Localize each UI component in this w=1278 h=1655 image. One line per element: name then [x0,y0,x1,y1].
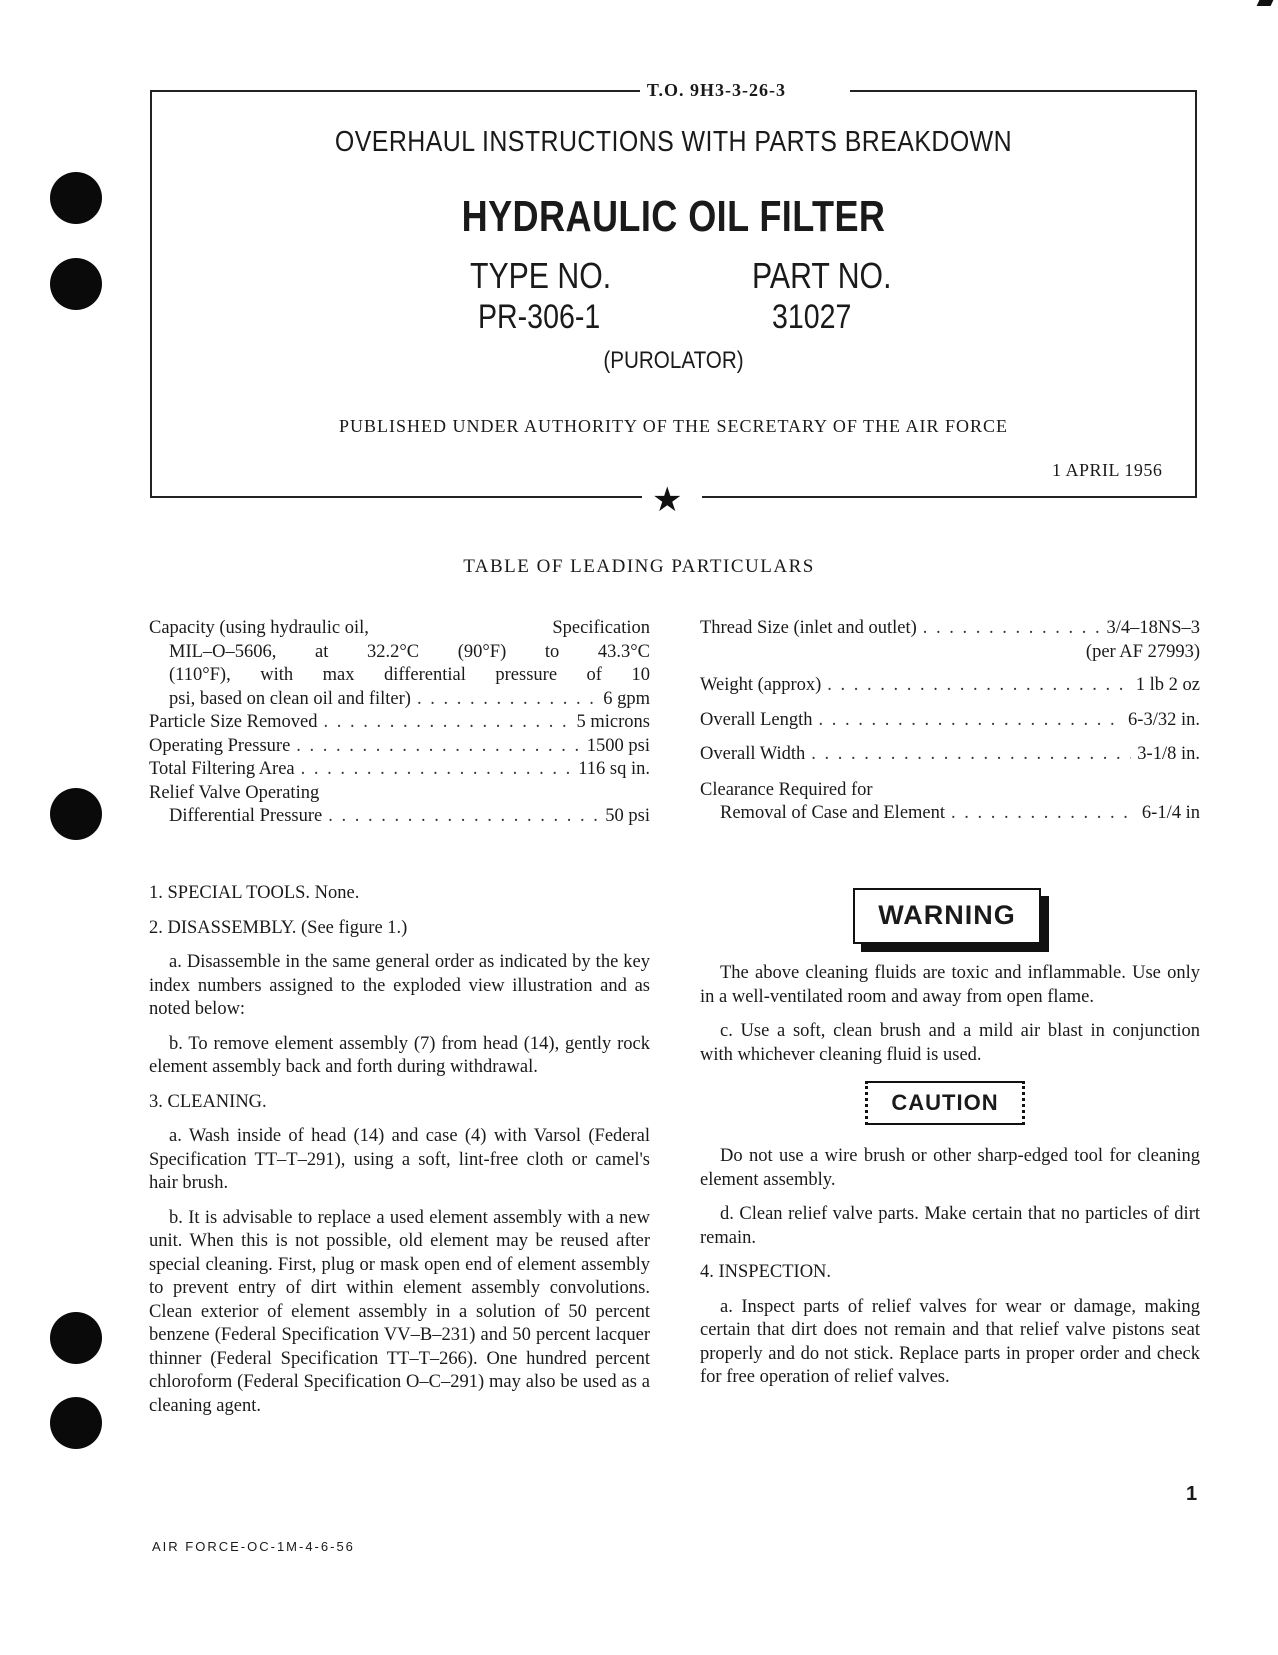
binder-hole [50,258,102,310]
width-label: Overall Width [700,744,806,764]
publication-date: 1 APRIL 1956 [1052,460,1163,480]
warning-box [853,888,1041,944]
weight-value: 1 lb 2 oz [1135,675,1200,695]
manufacturer: (PUROLATOR) [603,347,744,374]
corner-mark [1257,0,1274,6]
leader-dots [819,709,1123,733]
print-code: AIR FORCE-OC-1M-4-6-56 [152,1539,355,1554]
operating-value: 1500 psi [586,735,650,756]
star-icon: ★ [652,482,683,519]
part-value: 31027 [772,298,852,336]
particulars-heading: TABLE OF LEADING PARTICULARS [463,556,815,577]
capacity-text: Capacity (using hydraulic oil, [149,618,369,638]
part-label: PART NO. [752,255,892,296]
clearance-value: 6-1/4 in [1141,803,1200,823]
capacity-row [149,688,650,712]
document-title: HYDRAULIC OIL FILTER [461,192,886,241]
caution-box [865,1081,1025,1125]
type-label: TYPE NO. [470,255,612,296]
clearance-row [700,802,1200,826]
relief-label: Relief Valve Operating [149,782,320,803]
leader-dots [811,743,1131,767]
leader-dots [923,617,1101,641]
capacity-value: 6 gpm [603,688,650,709]
length-label: Overall Length [700,709,813,730]
capacity-text: MIL–O–5606, at 32.2°C (90°F) to 43.3°C [169,641,650,662]
section-heading: 1. SPECIAL TOOLS. None. [149,883,360,903]
to-number: T.O. 9H3-3-26-3 [646,80,786,100]
paragraph: a. Wash inside of head (14) and case (4) with Varsol (Federal Specification TT–T–291), using a soft, lint-free cloth or camel's hair brush. [149,1126,650,1193]
leader-dots [328,805,599,829]
relief-row [149,805,650,829]
body-left-column [149,882,650,1429]
paragraph: b. It is advisable to replace a used element assembly with a new unit. When this is not possible, old element may be reused after special cleaning. First, plug or mask open end of element assembly to prevent entry of dirt within element assembly convolutions. Clean exterior of element assembly in a solution of 50 percent benzene (Federal Specification VV–B–231) and 50 percent lacquer thinner (Federal Specification TT–T–266). One hundred percent chloroform (Federal Specification O–C–291) may also be used as a cleaning agent. [149,1207,650,1416]
warning-label: WARNING [878,900,1016,931]
clearance-label: Clearance Required for [700,779,873,800]
paragraph: a. Disassemble in the same general order as indicated by the key index numbers assigned to the exploded view illustration and as noted below: [149,952,650,1019]
leader-dots [827,674,1129,698]
paragraph: d. Clean relief valve parts. Make certain that no particles of dirt remain. [700,1204,1200,1248]
binder-hole [50,172,102,224]
capacity-text: Specification [552,618,650,638]
leader-dots [417,688,597,712]
paragraph: b. To remove element assembly (7) from head (14), gently rock element assembly back and forth during withdrawal. [149,1033,650,1077]
binder-hole [50,1312,102,1364]
section-heading: 2. DISASSEMBLY. (See figure 1.) [149,917,408,938]
thread-row [700,617,1200,641]
particulars-right [700,617,1200,826]
area-value: 116 sq in. [578,759,650,779]
width-row [700,743,1200,767]
caution-text: Do not use a wire brush or other sharp-edged tool for cleaning element assembly. [700,1146,1200,1190]
weight-label: Weight (approx) [700,675,822,695]
thread-note: (per AF 27993) [1085,641,1200,662]
capacity-line [149,617,650,641]
binder-hole [50,1397,102,1449]
paragraph: a. Inspect parts of relief valves for wear or damage, making certain that dirt does not remain and that relief valve pistons seat properly and do not stick. Replace parts in proper order and check for free operation of relief valves. [700,1296,1200,1387]
thread-label: Thread Size (inlet and outlet) [700,618,917,638]
relief-value: 50 psi [605,806,650,826]
capacity-text: psi, based on clean oil and filter) [169,688,411,709]
width-value: 3-1/8 in. [1137,744,1200,764]
binder-hole [50,788,102,840]
length-value: 6-3/32 in. [1128,709,1200,730]
particulars-left [149,617,650,829]
section-heading: 4. INSPECTION. [700,1262,832,1282]
thread-value: 3/4–18NS–3 [1106,618,1200,638]
leader-dots [296,735,581,759]
weight-row [700,674,1200,698]
relief-label: Differential Pressure [169,806,323,826]
area-row [149,758,650,782]
particle-value: 5 microns [576,712,650,732]
overhaul-line: OVERHAUL INSTRUCTIONS WITH PARTS BREAKDOWN [334,126,1013,158]
leader-dots [951,802,1136,826]
capacity-text: (110°F), with max differential pressure of 10 [169,665,650,685]
body-right-column [700,880,1200,1401]
leader-dots [301,758,573,782]
particle-row [149,711,650,735]
authority-line: PUBLISHED UNDER AUTHORITY OF THE SECRETARY OF THE AIR FORCE [338,416,1009,436]
leader-dots [324,711,571,735]
length-row [700,709,1200,733]
section-heading: 3. CLEANING. [149,1091,267,1112]
type-value: PR-306-1 [478,298,601,336]
operating-label: Operating Pressure [149,735,291,756]
operating-row [149,735,650,759]
clearance-label: Removal of Case and Element [720,803,946,823]
paragraph: c. Use a soft, clean brush and a mild air blast in conjunction with whichever cleaning fluid is used. [700,1021,1200,1065]
caution-label: CAUTION [891,1090,999,1116]
area-label: Total Filtering Area [149,759,295,779]
page-number: 1 [1186,1483,1198,1505]
particle-label: Particle Size Removed [149,712,318,732]
warning-text: The above cleaning fluids are toxic and inflammable. Use only in a well-ventilated room and away from open flame. [700,963,1200,1007]
